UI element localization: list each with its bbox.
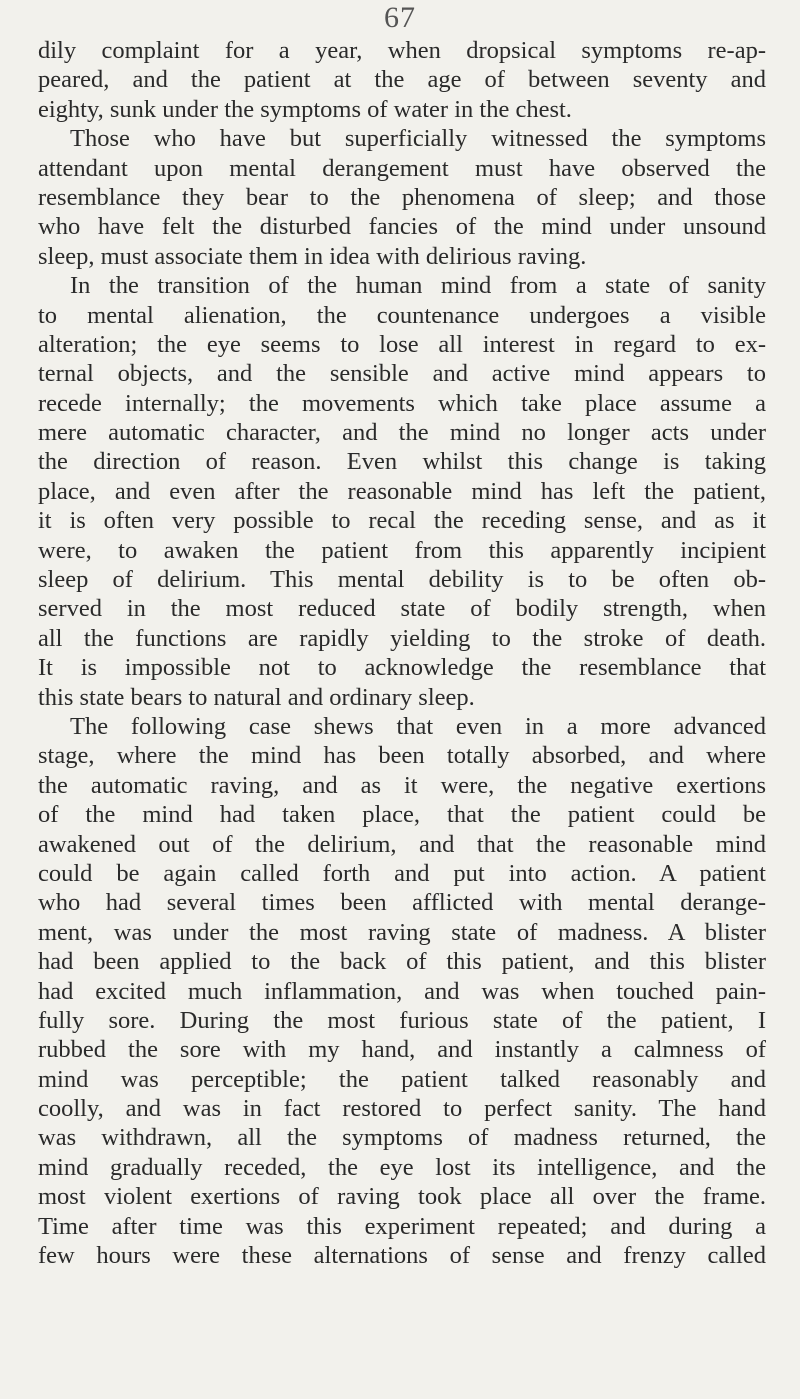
text-line: mind gradually receded, the eye lost its intelligence, and the	[38, 1153, 766, 1181]
text-line: Time after time was this experiment repeated; and during a	[38, 1212, 766, 1240]
text-line: served in the most reduced state of bodily strength, when	[38, 595, 766, 623]
text-line: had been applied to the back of this patient, and this blister	[38, 948, 766, 976]
text-line: who have felt the disturbed fancies of the mind under unsound	[38, 213, 766, 241]
text-line: it is often very possible to recal the receding sense, and as it	[38, 507, 766, 535]
text-line: could be again called forth and put into action. A patient	[38, 859, 766, 887]
text-line: all the functions are rapidly yielding to the stroke of death.	[38, 624, 766, 652]
text-line: few hours were these alternations of sense and frenzy called	[38, 1242, 766, 1270]
text-line: ternal objects, and the sensible and active mind appears to	[38, 360, 766, 388]
text-line: of the mind had taken place, that the patient could be	[38, 801, 766, 829]
text-line: stage, where the mind has been totally absorbed, and where	[38, 742, 766, 770]
text-line: had excited much inflammation, and was when touched pain-	[38, 977, 766, 1005]
text-line: coolly, and was in fact restored to perfect sanity. The hand	[38, 1095, 766, 1123]
text-line: fully sore. During the most furious state of the patient, I	[38, 1006, 766, 1034]
text-line: The following case shews that even in a more advanced	[70, 712, 766, 740]
text-line: mere automatic character, and the mind no longer acts under	[38, 419, 766, 447]
text-line: to mental alienation, the countenance undergoes a visible	[38, 301, 766, 329]
text-line: In the transition of the human mind from a state of sanity	[70, 272, 766, 300]
text-line: awakened out of the delirium, and that the reasonable mind	[38, 830, 766, 858]
text-line: sleep, must associate them in idea with delirious raving.	[38, 242, 587, 270]
text-line: peared, and the patient at the age of between seventy and	[38, 66, 766, 94]
text-line: rubbed the sore with my hand, and instantly a calmness of	[38, 1036, 766, 1064]
text-line: eighty, sunk under the symptoms of water in the chest.	[38, 95, 572, 123]
text-line: resemblance they bear to the phenomena of sleep; and those	[38, 183, 766, 211]
text-line: most violent exertions of raving took place all over the frame.	[38, 1183, 766, 1211]
text-line: recede internally; the movements which take place assume a	[38, 389, 766, 417]
body-text	[38, 36, 766, 1270]
text-line: this state bears to natural and ordinary sleep.	[38, 683, 475, 711]
text-line: who had several times been afflicted with mental derange-	[38, 889, 766, 917]
text-line: alteration; the eye seems to lose all interest in regard to ex-	[38, 330, 766, 358]
text-line: was withdrawn, all the symptoms of madness returned, the	[38, 1124, 766, 1152]
text-line: Those who have but superficially witnessed the symptoms	[70, 125, 766, 153]
text-line: were, to awaken the patient from this apparently incipient	[38, 536, 766, 564]
text-line: sleep of delirium. This mental debility is to be often ob-	[38, 566, 766, 594]
text-line: It is impossible not to acknowledge the resemblance that	[38, 654, 766, 682]
text-line: the automatic raving, and as it were, the negative exertions	[38, 771, 766, 799]
page-number: 67	[384, 1, 416, 34]
text-line: dily complaint for a year, when dropsical symptoms re-ap-	[38, 37, 766, 64]
text-line: mind was perceptible; the patient talked reasonably and	[38, 1065, 766, 1093]
text-line: attendant upon mental derangement must have observed the	[38, 154, 766, 182]
text-line: place, and even after the reasonable mind has left the patient,	[38, 477, 766, 505]
text-line: ment, was under the most raving state of madness. A blister	[38, 918, 766, 946]
text-line: the direction of reason. Even whilst this change is taking	[38, 448, 766, 476]
